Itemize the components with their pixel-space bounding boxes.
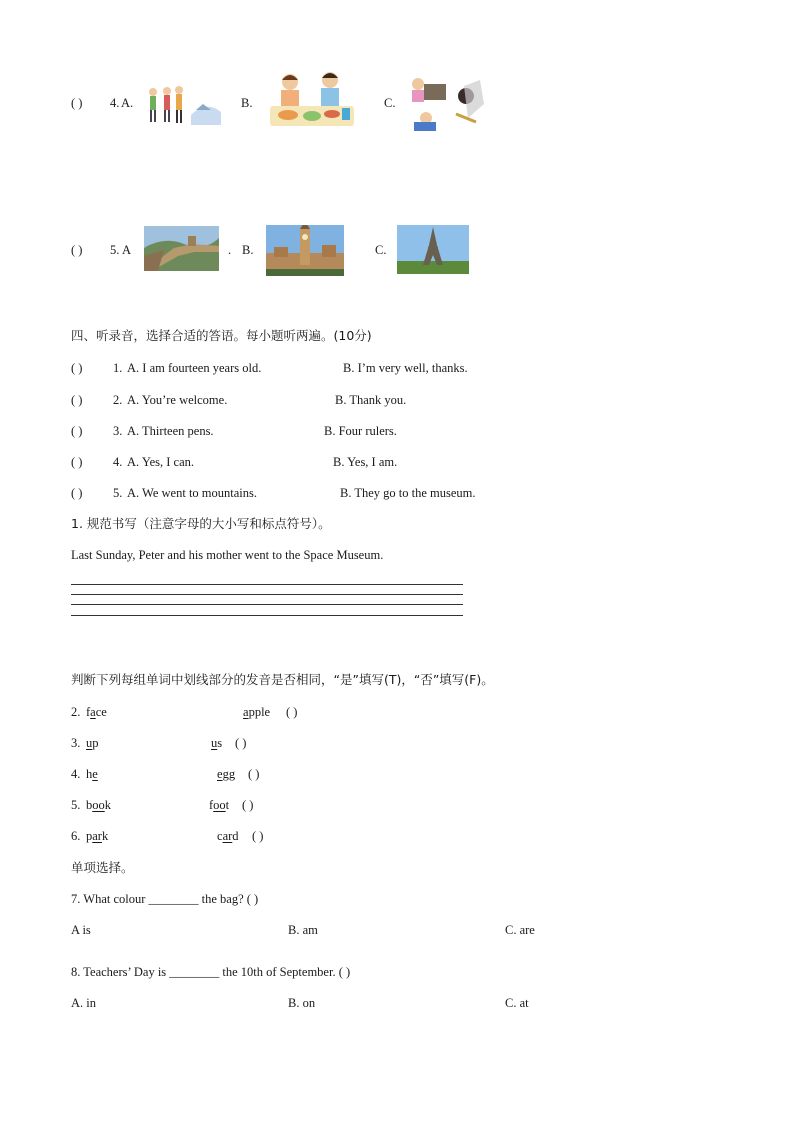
word-1: face [86,705,107,719]
item-number: 5. [71,798,81,812]
item-number: 4. [71,767,81,781]
great-wall-picture [144,226,219,271]
option-b: B. Four rulers. [324,424,397,438]
word-1: park [86,829,109,843]
option-b: B. I’m very well, thanks. [343,361,468,375]
answer-paren[interactable]: ( ) [71,393,83,407]
option-b: B. Yes, I am. [333,455,398,469]
option-c[interactable]: C. are [505,923,535,937]
question-number: 1. [113,361,123,375]
option-a: A. Yes, I can. [127,455,195,469]
answer-paren[interactable]: ( ) [252,829,264,843]
word-1: up [86,736,99,750]
answer-paren[interactable]: ( ) [286,705,298,719]
option-a: A. You’re welcome. [127,393,228,407]
question-stem: 8. Teachers’ Day is ________ the 10th of September. ( ) [71,965,351,979]
dot-label: . [228,243,232,257]
writing-line [71,584,463,585]
big-ben-picture [266,225,344,276]
children-walking-picture [141,80,223,130]
answer-paren[interactable]: ( ) [248,767,260,781]
question-number: 3. [113,424,123,438]
option-a: A. I am fourteen years old. [127,361,262,375]
choice-title: 单项选择。 [71,860,134,875]
section-4-title: 四、听录音，选择合适的答语。每小题听两遍。(10分) [71,328,372,343]
writing-title: 1. 规范书写（注意字母的大小写和标点符号）。 [71,516,331,531]
option-a: A. We went to mountains. [127,486,257,500]
option-b: B. They go to the museum. [340,486,476,500]
question-number: 5. [110,243,120,257]
item-number: 6. [71,829,81,843]
question-number: 2. [113,393,123,407]
option-b-label: B. [242,243,254,257]
question-number: 5. [113,486,123,500]
option-a[interactable]: A. in [71,996,96,1010]
answer-paren[interactable]: ( ) [71,424,83,438]
eiffel-tower-picture [397,225,469,274]
word-1: he [86,767,98,781]
word-2: egg [217,767,236,781]
item-number: 2. [71,705,81,719]
option-a-label: A. [121,96,134,110]
answer-paren[interactable]: ( ) [71,455,83,469]
option-c-label: C. [384,96,396,110]
writing-line [71,615,463,616]
writing-line [71,604,463,605]
phonics-title: 判断下列每组单词中划线部分的发音是否相同，“是”填写(T)，“否”填写(F)。 [71,672,494,687]
option-b: B. Thank you. [335,393,407,407]
answer-paren[interactable]: ( ) [235,736,247,750]
writing-sentence: Last Sunday, Peter and his mother went to the Space Museum. [71,548,384,562]
writing-line [71,594,463,595]
option-a-label: A [122,243,132,257]
answer-paren[interactable]: ( ) [71,361,83,375]
option-c-label: C. [375,243,387,257]
option-a: A. Thirteen pens. [127,424,214,438]
word-2: us [211,736,223,750]
answer-paren[interactable]: ( ) [71,486,83,500]
word-2: foot [209,798,230,812]
option-b-label: B. [241,96,253,110]
word-2: apple [243,705,271,719]
item-number: 3. [71,736,81,750]
answer-paren[interactable]: ( ) [71,96,83,110]
option-b[interactable]: B. on [288,996,316,1010]
question-number: 4. [113,455,123,469]
family-activity-picture [406,74,488,131]
answer-paren[interactable]: ( ) [242,798,254,812]
word-2: card [217,829,239,843]
family-dinner-picture [268,70,356,130]
answer-paren[interactable]: ( ) [71,243,83,257]
option-a[interactable]: A is [71,923,91,937]
word-1: book [86,798,111,812]
question-stem: 7. What colour ________ the bag? ( ) [71,892,259,906]
question-number: 4. [110,96,120,110]
option-c[interactable]: C. at [505,996,529,1010]
option-b[interactable]: B. am [288,923,318,937]
